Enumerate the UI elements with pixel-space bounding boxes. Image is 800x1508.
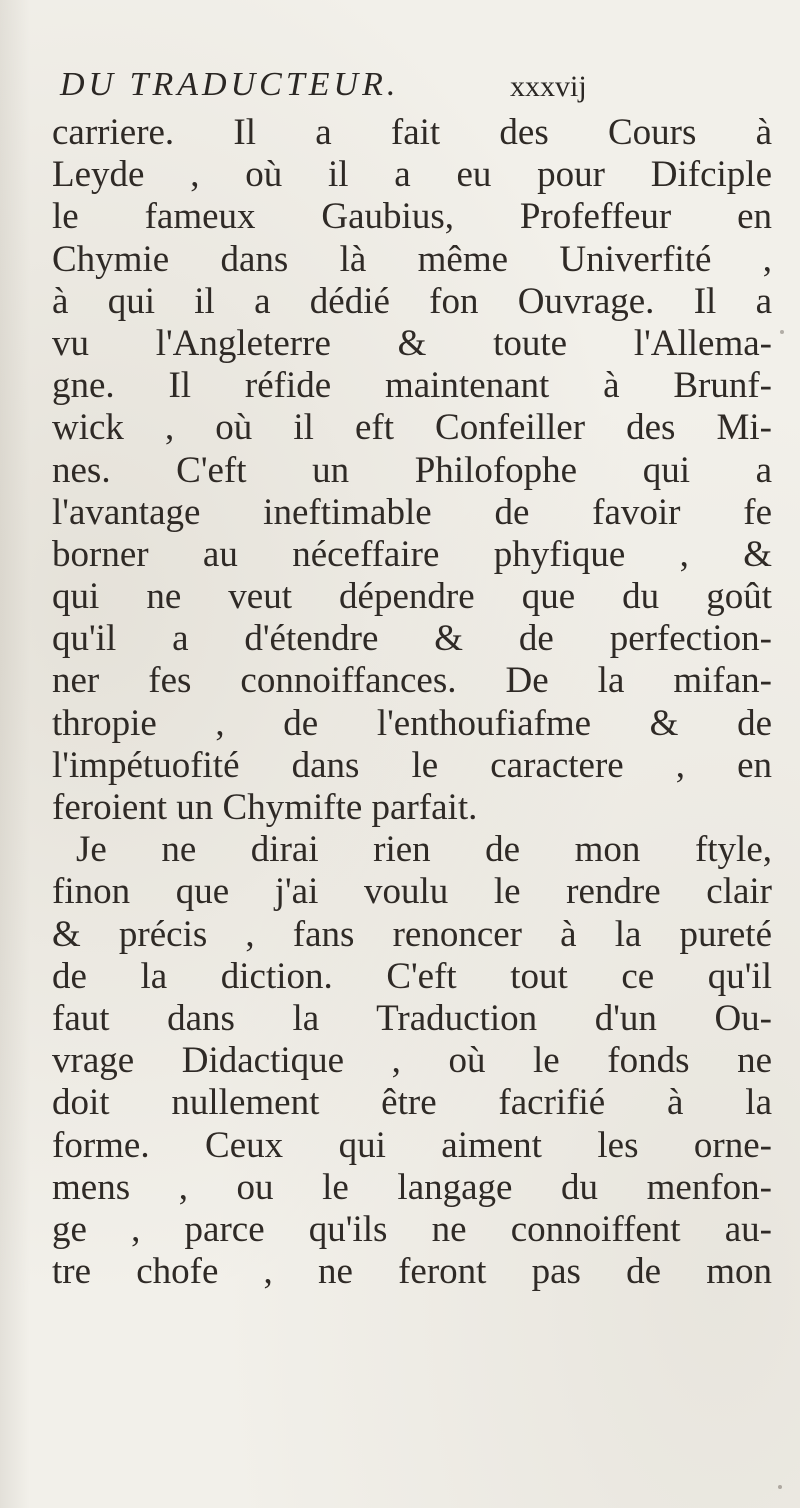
text-line-paragraph-start: Je ne dirai rien de mon ftyle, — [76, 829, 772, 871]
text-line: l'avantage ineftimable de favoir fe — [52, 491, 772, 533]
text-line-paragraph-end: feroient un Chymifte parfait. — [52, 787, 478, 828]
text-line: mens , ou le langage du menfon- — [52, 1166, 772, 1208]
text-line: borner au néceffaire phyfique , & — [52, 533, 772, 575]
running-head: DU TRADUCTEUR. — [60, 66, 400, 103]
text-line: & précis , fans renoncer à la pureté — [52, 913, 772, 955]
paper-speck — [780, 330, 784, 334]
body-text — [52, 112, 772, 1293]
paper-speck — [778, 1485, 782, 1489]
text-line: Leyde , où il a eu pour Difciple — [52, 154, 772, 196]
text-line: ge , parce qu'ils ne connoiffent au- — [52, 1208, 772, 1250]
text-line: thropie , de l'enthoufiafme & de — [52, 702, 772, 744]
text-line: carriere. Il a fait des Cours à — [52, 112, 772, 153]
text-line: forme. Ceux qui aiment les orne- — [52, 1124, 772, 1166]
text-line: gne. Il réfide maintenant à Brunf- — [52, 365, 772, 407]
text-line: tre chofe , ne feront pas de mon — [52, 1251, 772, 1293]
text-line: qui ne veut dépendre que du goût — [52, 576, 772, 618]
page-number: xxxvij — [510, 70, 587, 103]
text-line: à qui il a dédié fon Ouvrage. Il a — [52, 280, 772, 322]
text-line: qu'il a d'étendre & de perfection- — [52, 618, 772, 660]
text-line: doit nullement être facrifié à la — [52, 1082, 772, 1124]
text-line: le fameux Gaubius, Profeffeur en — [52, 196, 772, 238]
text-line: nes. C'eft un Philofophe qui a — [52, 449, 772, 491]
text-line: wick , où il eft Confeiller des Mi- — [52, 407, 772, 449]
text-line: Chymie dans là même Univerfité , — [52, 238, 772, 280]
text-line: faut dans la Traduction d'un Ou- — [52, 997, 772, 1039]
text-line: finon que j'ai voulu le rendre clair — [52, 871, 772, 913]
text-line: vrage Didactique , où le fonds ne — [52, 1040, 772, 1082]
text-line: ner fes connoiffances. De la mifan- — [52, 660, 772, 702]
text-line: vu l'Angleterre & toute l'Allema- — [52, 322, 772, 364]
text-line: de la diction. C'eft tout ce qu'il — [52, 955, 772, 997]
page-header — [60, 66, 760, 116]
text-line: l'impétuofité dans le caractere , en — [52, 744, 772, 786]
